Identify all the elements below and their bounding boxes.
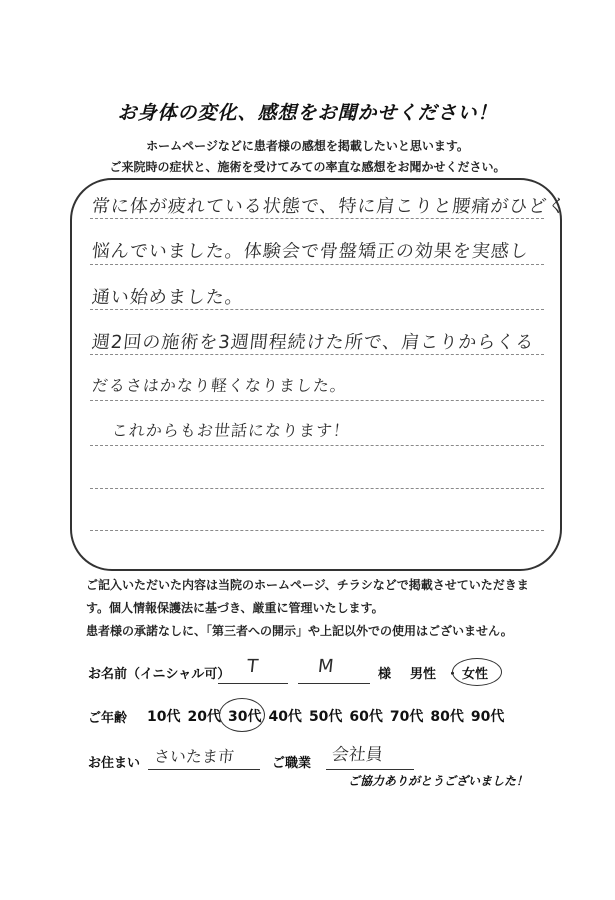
notice-line-2: す。個人情報保護法に基づき、厳重に管理いたします。 [86,601,384,615]
intro-line-1: ホームページなどに患者様の感想を掲載したいと思います。 [146,139,469,153]
age-option[interactable]: 20代 [187,709,221,725]
honorific: 様 [378,667,392,682]
age-option[interactable]: 40代 [268,709,302,725]
comment-rule [90,488,544,489]
comment-line: 週2回の施術を3週間程続けた所で、肩こりからくる [90,332,536,353]
gender-female[interactable]: 女性 [462,667,489,682]
age-option[interactable]: 50代 [308,709,343,725]
comment-rule [90,354,544,355]
comment-line: 通い始めました。 [90,287,245,308]
gender-separator: ・ [446,667,460,682]
comment-rule [90,309,544,310]
name-initial-1[interactable]: T [245,656,260,677]
notice-line-1: ご記入いただいた内容は当院のホームページ、チラシなどで掲載させていただきま [86,578,529,592]
age-selected-circle [219,698,265,732]
comment-line: 常に体が疲れている状態で、特に肩こりと腰痛がひどく [90,196,568,217]
comment-rule [90,264,544,265]
age-option[interactable]: 10代 [147,709,181,725]
residence-value[interactable]: さいたま市 [152,747,235,766]
comment-rule [90,530,544,531]
residence-label: お住まい [88,756,141,771]
gender-male[interactable]: 男性 [410,667,437,682]
name-label: お名前（イニシャル可） [88,667,231,682]
name-initial-2[interactable]: M [316,656,335,677]
occupation-label: ご職業 [272,756,312,771]
comment-line: だるさはかなり軽くなりました。 [90,376,348,395]
form-title: お身体の変化、感想をお聞かせください！ [117,102,498,124]
comment-rule [90,218,544,219]
age-option[interactable]: 90代 [470,709,505,725]
age-option[interactable]: 30代 [227,709,262,725]
comment-line: 悩んでいました。体験会で骨盤矯正の効果を実感し [90,241,530,262]
age-option[interactable]: 80代 [430,709,464,725]
age-options [147,706,511,726]
thanks-message: ご協力ありがとうございました！ [348,774,529,788]
comment-rule [90,445,544,446]
female-selected-circle [452,658,502,686]
name-initial2-underline [298,683,370,684]
comment-rule [90,400,544,401]
occupation-underline [326,769,414,770]
residence-underline [148,769,260,770]
age-option[interactable]: 60代 [349,709,383,725]
occupation-value[interactable]: 会社員 [330,745,384,765]
name-initial1-underline [218,683,288,684]
comment-line: これからもお世話になります！ [110,421,351,440]
age-label: ご年齢 [88,711,128,726]
intro-line-2: ご来院時の症状と、施術を受けてみての率直な感想をお聞かせください。 [109,160,506,174]
notice-line-3: 患者様の承諾なしに、「第三者への開示」や上記以外での使用はございません。 [86,624,513,638]
age-option[interactable]: 70代 [389,709,424,725]
